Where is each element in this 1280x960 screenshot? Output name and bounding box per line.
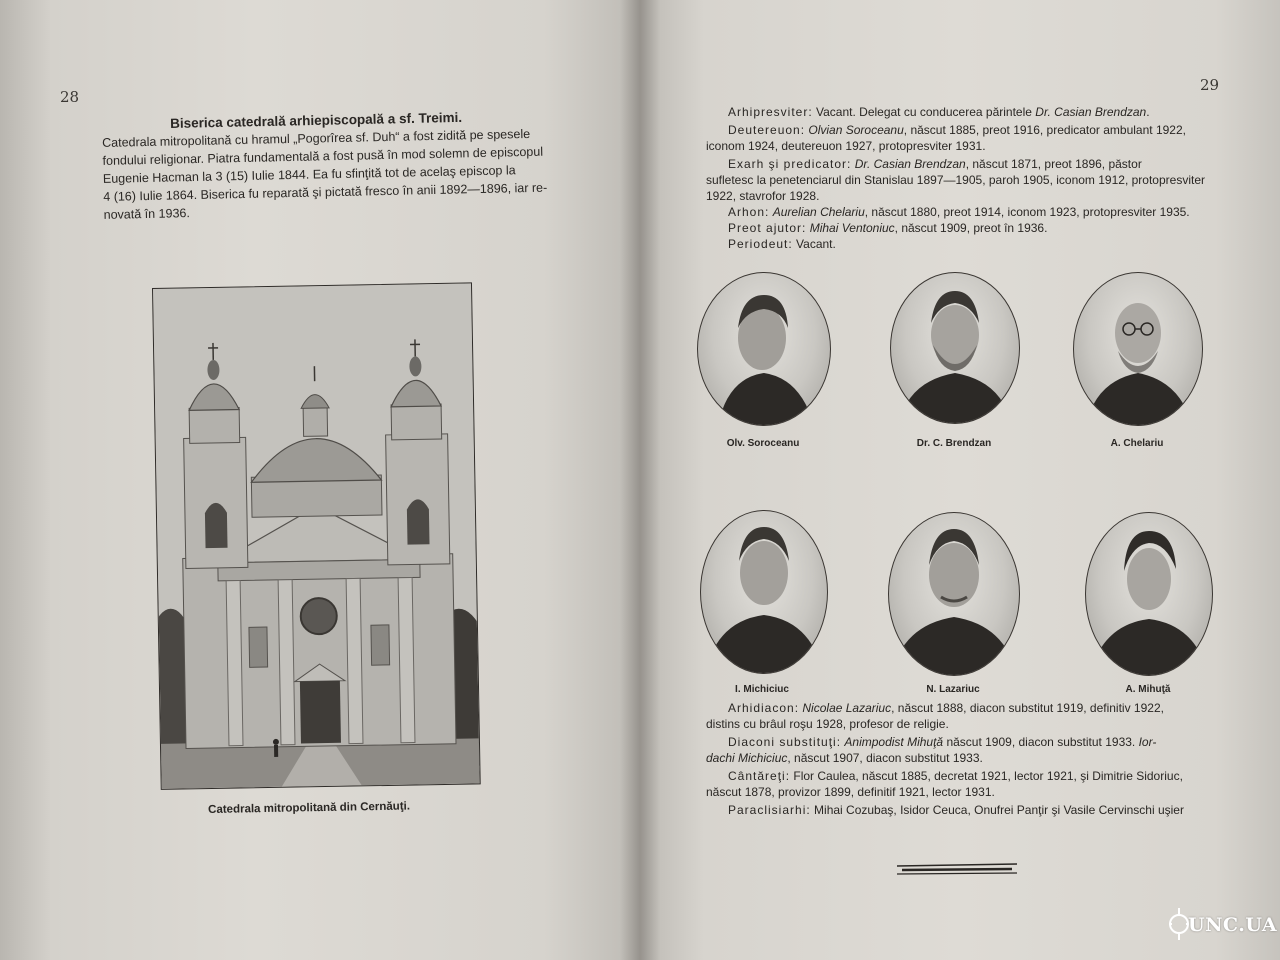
entry-text: Vacant. Delegat cu conducerea părintele: [812, 105, 1036, 119]
entry-role: Exarh şi predicator:: [728, 157, 852, 171]
entry-role: Deutereuon:: [728, 123, 806, 137]
entry-continuation: distins cu brâul roşu 1928, profesor de religie.: [706, 717, 949, 731]
portrait-figure: [701, 511, 827, 673]
entry-role: Arhipresviter:: [728, 105, 813, 119]
portrait-oval: [890, 272, 1020, 424]
book-gutter: [620, 0, 660, 960]
cathedral-photo: [152, 282, 481, 790]
portrait-figure: [891, 273, 1019, 423]
paragraph-line: novată în 1936.: [103, 206, 191, 222]
entry-deutereuon: [728, 122, 1248, 139]
entry-preot-ajutor: [728, 220, 1248, 237]
portrait-figure: [1086, 513, 1212, 675]
portrait-name: N. Lazariuc: [926, 684, 980, 695]
entry-continuation: născut 1878, provizor 1899, definitif 1921, lector 1931.: [706, 785, 995, 799]
entry-text: , născut 1880, preot 1914, iconom 1923, protopresviter 1935.: [864, 205, 1190, 219]
entry-text: , născut 1909, preot în 1936.: [894, 221, 1048, 235]
entry-person: Animpodist Mihuţă: [844, 735, 944, 749]
article-paragraph: [98, 124, 584, 224]
portrait-figure: [889, 513, 1019, 675]
cathedral-illustration: [153, 283, 480, 788]
divider-ornament: [897, 862, 1017, 876]
watermark-text: UNC.UA: [1188, 914, 1278, 936]
entry-cantareti: [728, 768, 1248, 785]
portrait-name: Olv. Soroceanu: [726, 438, 800, 449]
entry-arhon: [728, 204, 1248, 221]
entry-paraclisiarhi: [728, 802, 1248, 819]
entry-text: , născut 1885, preot 1916, predicator ambulant 1922,: [903, 123, 1186, 137]
portrait-name: A. Mihuţă: [1125, 684, 1171, 695]
entry-text: Vacant.: [792, 237, 836, 251]
portrait-oval: [697, 272, 831, 426]
entry-person: Ior-: [1138, 735, 1157, 749]
entry-person: Nicolae Lazariuc: [802, 701, 892, 715]
paragraph-line: fondului religionar. Piatra fundamentală a fost pusă în mod solemn de episcopul: [102, 144, 544, 168]
page-number-right: 29: [1200, 76, 1220, 94]
entry-text: , născut 1907, diacon substitut 1933.: [787, 751, 983, 765]
portrait-oval: [1073, 272, 1203, 426]
page-number-left: 28: [60, 88, 80, 106]
entry-role: Arhon:: [728, 205, 770, 219]
portrait-name: I. Michiciuc: [735, 684, 789, 695]
portrait-oval: [888, 512, 1020, 676]
entry-continuation: iconom 1924, deutereuon 1927, protopresviter 1931.: [706, 139, 986, 153]
portrait-figure: [698, 273, 830, 425]
entry-role: Diaconi substituţi:: [728, 735, 842, 749]
watermark-logo: [1168, 902, 1278, 952]
paragraph-line: Eugenie Hacman la 3 (15) Iulie 1844. Ea fu sfinţită tot de acelaş episcop la: [102, 163, 516, 186]
entry-arhidiacon: [728, 700, 1248, 717]
entry-role: Arhidiacon:: [728, 701, 800, 715]
article-title: Biserica catedrală arhiepiscopală a sf. Treimi.: [170, 109, 463, 131]
entry-text: născut 1909, diacon substitut 1933.: [943, 735, 1139, 749]
entry-continuation: [706, 750, 1226, 767]
portrait-name: A. Chelariu: [1110, 438, 1164, 449]
entry-person: Aurelian Chelariu: [772, 205, 865, 219]
paragraph-line: 4 (16) Iulie 1864. Biserica fu reparată şi pictată fresco în anii 1892—1896, iar re-: [103, 180, 548, 204]
entry-continuation: sufletesc la penetenciarul din Stanislau 1897—1905, paroh 1905, iconom 1912, protopresviter: [706, 173, 1205, 187]
portrait-oval: [1085, 512, 1213, 676]
entry-exarh: [728, 156, 1248, 173]
entry-role: Preot ajutor:: [728, 221, 807, 235]
portrait-name: Dr. C. Brendzan: [916, 438, 992, 449]
entry-text: , născut 1888, diacon substitut 1919, definitiv 1922,: [891, 701, 1164, 715]
entry-person: Mihai Ventoniuc: [809, 221, 895, 235]
entry-role: Cântăreţi:: [728, 769, 791, 783]
photo-caption: Catedrala mitropolitană din Cernăuţi.: [208, 800, 411, 816]
portrait-oval: [700, 510, 828, 674]
entry-text: .: [1146, 105, 1150, 119]
entry-text: Flor Caulea, născut 1885, decretat 1921, lector 1921, şi Dimitrie Sidoriuc,: [790, 769, 1183, 783]
entry-continuation: 1922, stavrofor 1928.: [706, 189, 820, 203]
entry-text: Mihai Cozubaş, Isidor Ceuca, Onufrei Panţir şi Vasile Cervinschi uşier: [810, 803, 1184, 817]
entry-diaconi: [728, 734, 1248, 751]
entry-person: Dr. Casian Brendzan: [854, 157, 966, 171]
entry-text: , născut 1871, preot 1896, păstor: [965, 157, 1142, 171]
portrait-figure: [1074, 273, 1202, 425]
entry-person: dachi Michiciuc: [706, 751, 788, 765]
entry-person: Dr. Casian Brendzan: [1035, 105, 1147, 119]
entry-arhipresviter: [728, 104, 1248, 121]
entry-person: Olvian Soroceanu: [808, 123, 904, 137]
paragraph-line: Catedrala mitropolitană cu hramul „Pogorîrea sf. Duh“ a fost zidită pe spesele: [102, 126, 531, 150]
entry-role: Paraclisiarhi:: [728, 803, 811, 817]
watermark-emblem-icon: [1168, 906, 1190, 942]
entry-role: Periodeut:: [728, 237, 793, 251]
entry-periodeut: [728, 236, 1248, 253]
